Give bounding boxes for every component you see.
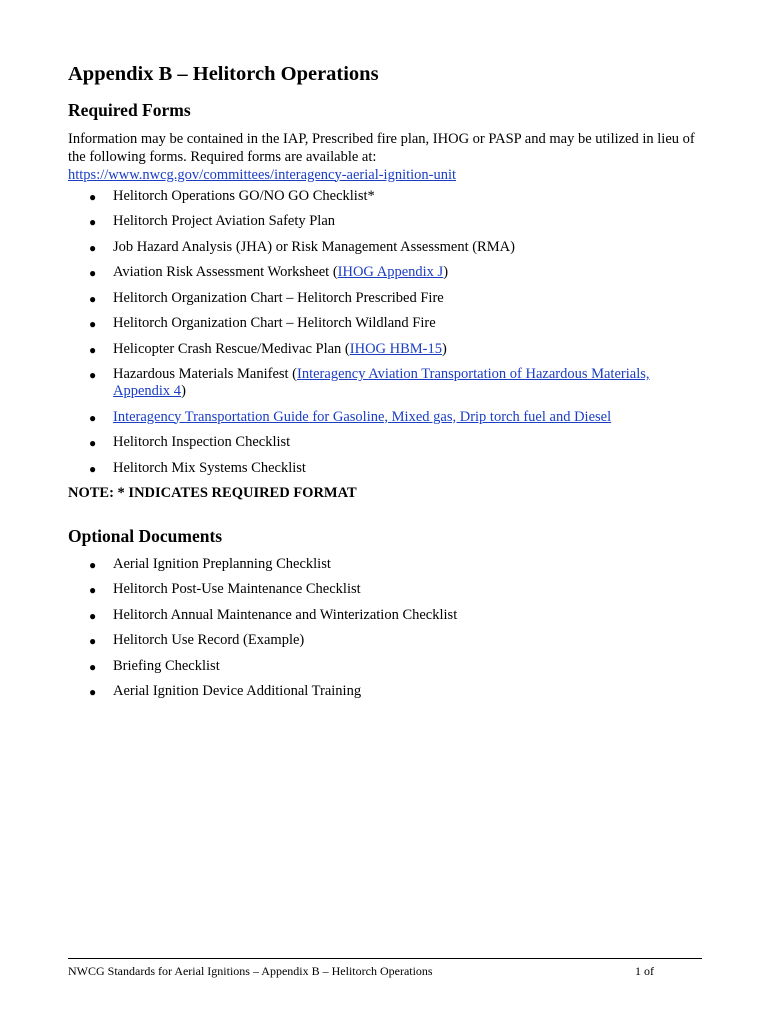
required-forms-intro — [68, 130, 708, 184]
list-item-text: Helitorch Organization Chart – Helitorch Wildland Fire — [113, 315, 436, 331]
list-item-text: Briefing Checklist — [113, 657, 220, 674]
list-item — [89, 683, 708, 700]
list-item-text: Aerial Ignition Preplanning Checklist — [113, 555, 331, 572]
list-item-link[interactable]: Interagency Transportation Guide for Gasoline, Mixed gas, Drip torch fuel and Diesel — [113, 408, 612, 425]
bullet-icon: ● — [89, 583, 97, 598]
list-item — [89, 238, 708, 256]
bullet-icon: ● — [89, 317, 97, 331]
footer-title: NWCG Standards for Aerial Ignitions – Appendix B – Helitorch Operations — [68, 964, 433, 978]
required-forms-heading: Required Forms — [68, 99, 191, 120]
list-item — [89, 459, 708, 477]
bullet-icon: ● — [89, 634, 97, 649]
list-item — [89, 581, 708, 598]
bullet-icon: ● — [89, 291, 97, 306]
list-item-link[interactable]: IHOG HBM-15 — [349, 340, 442, 357]
list-item-text: Helitorch Post-Use Maintenance Checklist — [113, 581, 361, 598]
optional-documents-section — [68, 526, 708, 700]
list-item-text: Helitorch Mix Systems Checklist — [113, 459, 306, 476]
page-footer — [68, 958, 702, 979]
list-item-text: Aerial Ignition Device Additional Training — [113, 683, 362, 700]
bullet-icon: ● — [89, 368, 97, 382]
list-item — [89, 187, 708, 205]
nwcg-forms-link[interactable]: https://www.nwcg.gov/committees/interagency-aerial-ignition-unit — [68, 166, 457, 183]
list-item — [89, 434, 708, 451]
bullet-icon: ● — [89, 215, 97, 229]
list-item — [89, 632, 708, 649]
bullet-icon: ● — [89, 557, 97, 572]
list-item-text: Aviation Risk Assessment Worksheet ( — [113, 264, 338, 280]
list-item-text: ) — [443, 264, 449, 280]
list-item-text: Helitorch Annual Maintenance and Winterization Checklist — [113, 606, 458, 623]
bullet-icon: ● — [89, 685, 97, 700]
bullet-icon: ● — [89, 410, 97, 425]
list-item-text: Helicopter Crash Rescue/Medivac Plan ( — [113, 340, 350, 357]
list-item — [89, 289, 708, 307]
list-item-text: Job Hazard Analysis (JHA) or Risk Management Assessment (RMA) — [113, 238, 515, 255]
list-item — [89, 340, 708, 358]
optional-documents-heading: Optional Documents — [68, 526, 223, 546]
bullet-icon: ● — [89, 240, 97, 255]
intro-text: Information may be contained in the IAP, Prescribed fire plan, IHOG or PASP and may be utilized in lieu of the following forms. Required forms are available at: — [68, 130, 695, 165]
list-item — [89, 555, 708, 573]
list-item-text: Helitorch Operations GO/NO GO Checklist* — [113, 187, 375, 204]
list-item-text: ) — [181, 383, 186, 399]
bullet-icon: ● — [89, 266, 97, 280]
list-item — [89, 264, 708, 281]
list-item — [89, 213, 708, 230]
list-item-text: Helitorch Organization Chart – Helitorch Prescribed Fire — [113, 289, 444, 306]
list-item-text: Helitorch Inspection Checklist — [113, 434, 291, 450]
page-number: 1 of — [635, 964, 654, 978]
list-item — [89, 408, 708, 426]
list-item-link[interactable]: Interagency Aviation Transportation of Hazardous Materials, Appendix 4 — [113, 366, 650, 399]
document-page — [68, 62, 708, 709]
list-item-link[interactable]: IHOG Appendix J — [337, 264, 444, 280]
list-item-text: Helitorch Use Record (Example) — [113, 632, 305, 649]
list-item-text: Hazardous Materials Manifest ( — [113, 366, 298, 382]
list-item — [89, 657, 708, 675]
required-format-note: NOTE: * INDICATES REQUIRED FORMAT — [68, 485, 357, 501]
bullet-icon: ● — [89, 659, 97, 674]
bullet-icon: ● — [89, 189, 97, 204]
optional-documents-list — [68, 556, 708, 701]
page-title: Appendix B – Helitorch Operations — [68, 63, 379, 85]
required-forms-list — [68, 188, 708, 477]
list-item-text: Helitorch Project Aviation Safety Plan — [113, 213, 336, 229]
bullet-icon: ● — [89, 461, 97, 476]
list-item — [89, 606, 708, 624]
bullet-icon: ● — [89, 342, 97, 357]
list-item — [89, 366, 708, 400]
bullet-icon: ● — [89, 436, 97, 450]
bullet-icon: ● — [89, 608, 97, 623]
list-item-text: ) — [442, 340, 447, 357]
list-item — [89, 315, 708, 332]
